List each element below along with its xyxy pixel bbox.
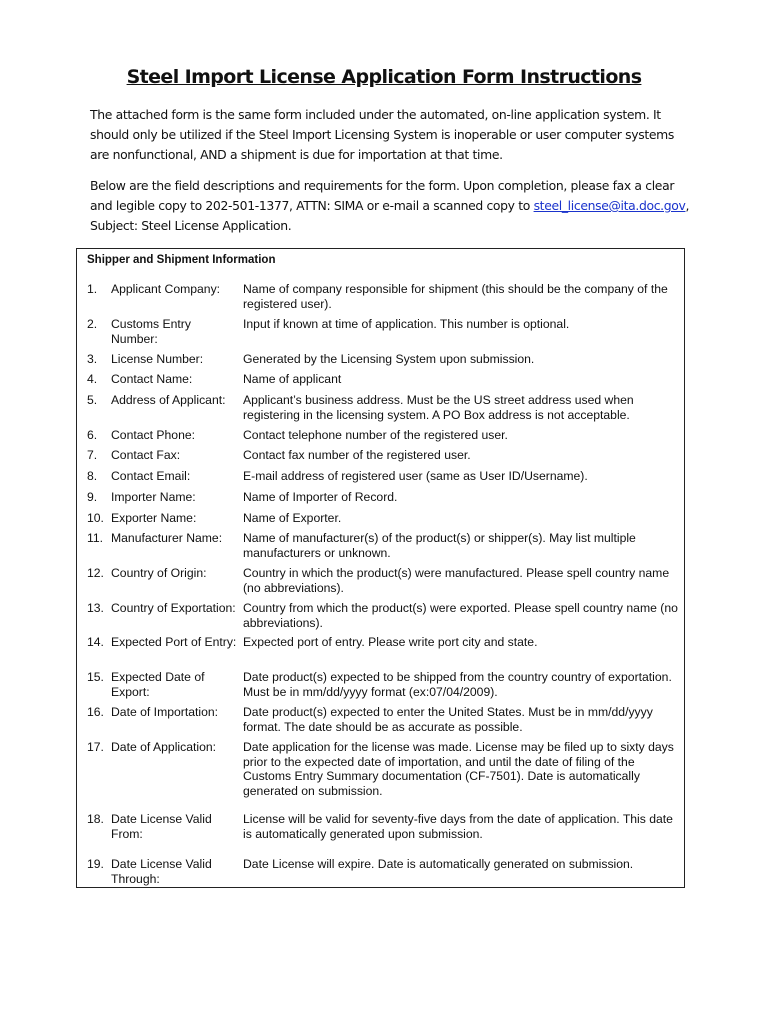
submission-paragraph (90, 176, 690, 236)
field-number: 9. (87, 490, 98, 504)
field-description: E-mail address of registered user (same as User ID/Username). (243, 469, 588, 483)
field-number: 6. (87, 428, 98, 442)
field-label: Country of Origin: (111, 566, 207, 580)
field-number: 3. (87, 352, 98, 366)
field-description: Expected port of entry. Please write port city and state. (243, 635, 538, 649)
shipment-info-table (76, 248, 685, 888)
field-description: Country in which the product(s) were manufactured. Please spell country name (no abbreviations). (243, 566, 670, 595)
field-description: Contact fax number of the registered user. (243, 448, 471, 462)
field-number: 8. (87, 469, 98, 483)
field-description: Country from which the product(s) were exported. Please spell country name (no abbreviations). (243, 601, 678, 630)
field-label: Country of Exportation: (111, 601, 236, 615)
field-number: 2. (87, 317, 98, 331)
field-label: Customs Entry Number: (111, 317, 191, 346)
field-label: Exporter Name: (111, 511, 197, 525)
submission-text-before: Below are the field descriptions and requirements for the form. Upon completion, please fax a clear and legible copy to 202-501-1377, ATTN: SIMA or e-mail a scanned copy to (90, 178, 675, 213)
field-number: 18. (87, 812, 104, 826)
field-number: 1. (87, 282, 98, 296)
field-description: Applicant’s business address. Must be the US street address used when registering in the licensing system. A PO Box address is not acceptable. (243, 393, 634, 422)
field-number: 13. (87, 601, 104, 615)
field-label: Address of Applicant: (111, 393, 226, 407)
field-description: Name of company responsible for shipment (this should be the company of the registered user). (243, 282, 668, 311)
submission-text-after: , Subject: Steel License Application. (90, 198, 690, 233)
field-number: 19. (87, 857, 104, 871)
field-label: Contact Email: (111, 469, 191, 483)
field-description: Input if known at time of application. This number is optional. (243, 317, 570, 331)
field-number: 7. (87, 448, 98, 462)
field-label: Date License Valid Through: (111, 857, 212, 886)
field-description: Date product(s) expected to be shipped from the country country of exportation. Must be in mm/dd/yyyy format (ex:07/04/2009). (243, 670, 672, 699)
field-description: Name of applicant (243, 372, 342, 386)
field-number: 14. (87, 635, 104, 649)
field-number: 10. (87, 511, 104, 525)
field-number: 16. (87, 705, 104, 719)
intro-paragraph: The attached form is the same form included under the automated, on-line application system. It should only be utilized if the Steel Import Licensing System is inoperable or user computer systems are nonfunctional, AND a shipment is due for importation at that time. (90, 107, 674, 162)
field-number: 11. (87, 531, 104, 545)
field-label: Expected Port of Entry: (111, 635, 237, 649)
field-description: Name of manufacturer(s) of the product(s) or shipper(s). May list multiple manufacturers or unknown. (243, 531, 636, 560)
field-description: Name of Importer of Record. (243, 490, 398, 504)
field-label: Expected Date of Export: (111, 670, 205, 699)
field-description: Name of Exporter. (243, 511, 342, 525)
field-number: 4. (87, 372, 98, 386)
field-description: License will be valid for seventy-five days from the date of application. This date is automatically generated upon submission. (243, 812, 673, 841)
field-label: Date of Application: (111, 740, 217, 754)
field-number: 17. (87, 740, 104, 754)
page-title: Steel Import License Application Form Instructions (126, 66, 642, 88)
field-label: Contact Name: (111, 372, 193, 386)
field-label: Applicant Company: (111, 282, 221, 296)
field-label: Manufacturer Name: (111, 531, 223, 545)
field-label: Date License Valid From: (111, 812, 212, 841)
field-label: License Number: (111, 352, 204, 366)
field-description: Date product(s) expected to enter the United States. Must be in mm/dd/yyyy format. The date should be as accurate as possible. (243, 705, 653, 734)
field-number: 12. (87, 566, 104, 580)
field-number: 15. (87, 670, 104, 684)
field-label: Contact Fax: (111, 448, 181, 462)
field-label: Contact Phone: (111, 428, 196, 442)
field-description: Date License will expire. Date is automatically generated on submission. (243, 857, 634, 871)
field-description: Generated by the Licensing System upon submission. (243, 352, 535, 366)
field-label: Date of Importation: (111, 705, 219, 719)
field-description: Date application for the license was made. License may be filed up to sixty days prior to the expected date of importation, and until the date of filing of the Customs Entry Summary documentation (CF-7501). Date is automatically generated on submission. (243, 740, 674, 798)
field-label: Importer Name: (111, 490, 196, 504)
field-description: Contact telephone number of the registered user. (243, 428, 508, 442)
field-number: 5. (87, 393, 98, 407)
section-heading: Shipper and Shipment Information (87, 254, 276, 266)
email-link[interactable]: steel_license@ita.doc.gov (533, 198, 686, 213)
